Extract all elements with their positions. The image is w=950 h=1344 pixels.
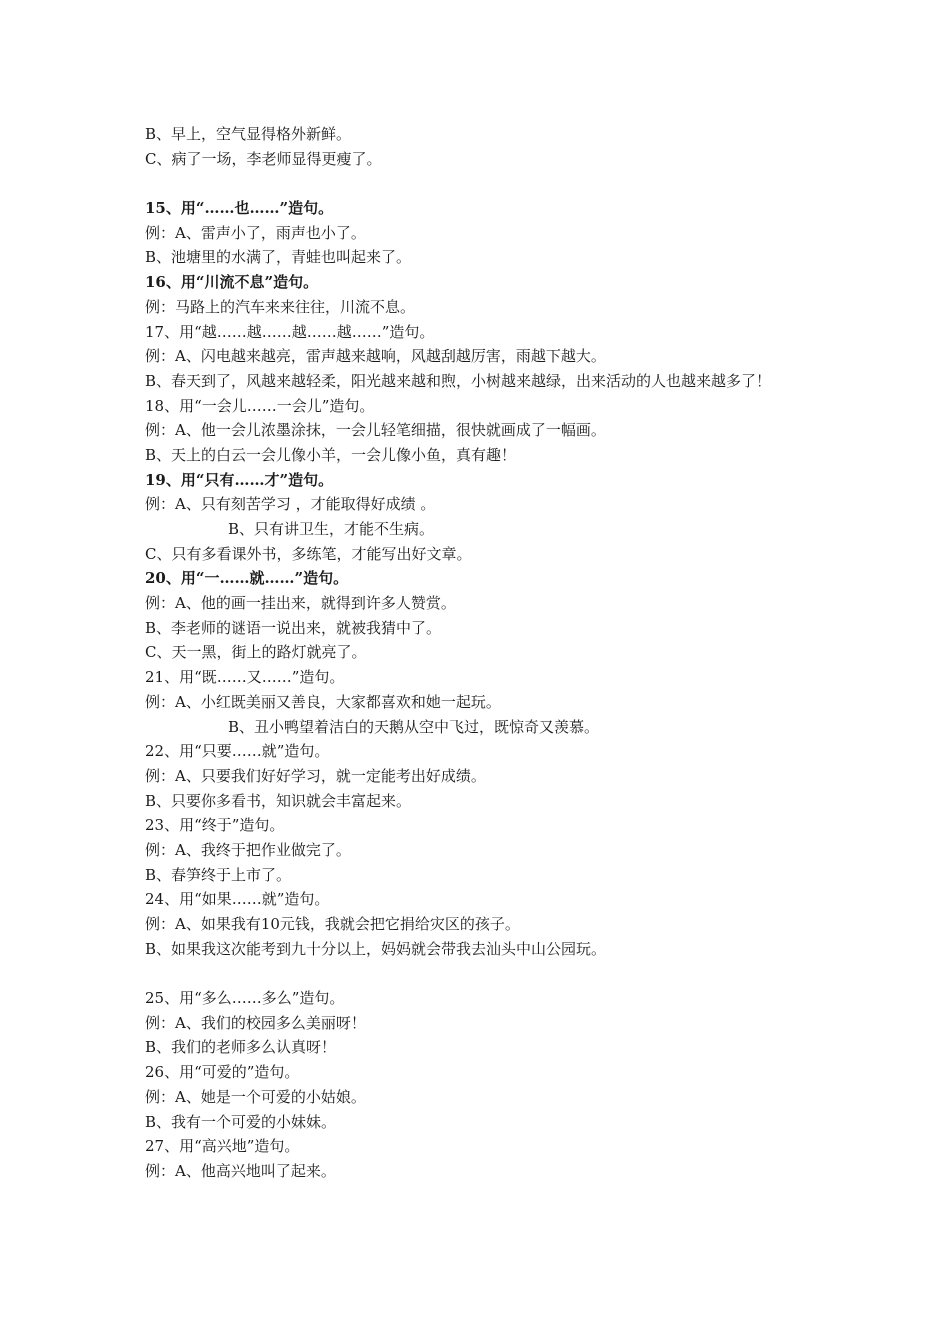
question-heading: 24、用“如果……就”造句。 [145,890,330,909]
question-heading: 18、用“一会儿……一会儿”造句。 [145,396,375,415]
text-line: 例：A、雷声小了，雨声也小了。 [145,223,366,242]
text-line: 例：A、他一会儿浓墨涂抹，一会儿轻笔细描，很快就画成了一幅画。 [145,421,606,440]
question-heading: 20、用“一……就……”造句。 [145,569,349,588]
text-line: B、如果我这次能考到九十分以上，妈妈就会带我去汕头中山公园玩。 [145,939,607,958]
text-line: B、丑小鸭望着洁白的天鹅从空中飞过，既惊奇又羡慕。 [228,717,600,736]
text-line: 例：A、只要我们好好学习，就一定能考出好成绩。 [145,766,486,785]
blank-line [145,171,825,196]
document-page [145,122,825,1184]
question-heading: 16、用“川流不息”造句。 [145,273,319,292]
question-heading: 25、用“多么……多么”造句。 [145,989,345,1008]
question-heading: 15、用“……也……”造句。 [145,199,334,218]
text-line: 例：A、他高兴地叫了起来。 [145,1161,336,1180]
text-line: B、池塘里的水满了，青蛙也叫起来了。 [145,248,412,267]
text-line: C、天一黑，街上的路灯就亮了。 [145,643,367,662]
text-line: C、病了一场，李老师显得更瘦了。 [145,149,382,168]
text-line: 例：A、只有刻苦学习 ，才能取得好成绩 。 [145,495,436,514]
text-line: B、我们的老师多么认真呀！ [145,1038,337,1057]
text-line: 例：A、她是一个可爱的小姑娘。 [145,1087,366,1106]
text-line: B、我有一个可爱的小妹妹。 [145,1112,337,1131]
question-heading: 17、用“越……越……越……越……”造句。 [145,322,435,341]
text-line: B、天上的白云一会儿像小羊，一会儿像小鱼，真有趣！ [145,445,517,464]
text-line: 例：A、我们的校园多么美丽呀！ [145,1013,366,1032]
text-line: 例：A、他的画一挂出来，就得到许多人赞赏。 [145,594,456,613]
question-heading: 19、用“只有……才”造句。 [145,470,334,489]
text-line: B、春天到了，风越来越轻柔，阳光越来越和煦，小树越来越绿，出来活动的人也越来越多了！ [145,371,772,390]
text-line: 例：A、闪电越来越亮，雷声越来越响，风越刮越厉害，雨越下越大。 [145,347,606,366]
question-heading: 21、用“既……又……”造句。 [145,668,345,687]
question-heading: 23、用“终于”造句。 [145,816,285,835]
text-line: C、只有多看课外书，多练笔，才能写出好文章。 [145,544,472,563]
text-line: 例：马路上的汽车来来往往，川流不息。 [145,297,416,316]
text-line: 例：A、如果我有10元钱，我就会把它捐给灾区的孩子。 [145,915,520,934]
blank-line [145,961,825,986]
text-line: B、早上，空气显得格外新鲜。 [145,125,352,143]
text-line: B、只要你多看书，知识就会丰富起来。 [145,791,412,810]
text-line: B、只有讲卫生，才能不生病。 [228,520,435,539]
question-heading: 26、用“可爱的”造句。 [145,1063,300,1082]
text-line: 例：A、我终于把作业做完了。 [145,840,351,859]
text-line: B、春笋终于上市了。 [145,865,292,884]
text-line: B、李老师的谜语一说出来，就被我猜中了。 [145,618,442,637]
text-line: 例：A、小红既美丽又善良，大家都喜欢和她一起玩。 [145,692,501,711]
question-heading: 22、用“只要……就”造句。 [145,742,330,761]
question-heading: 27、用“高兴地”造句。 [145,1137,300,1156]
